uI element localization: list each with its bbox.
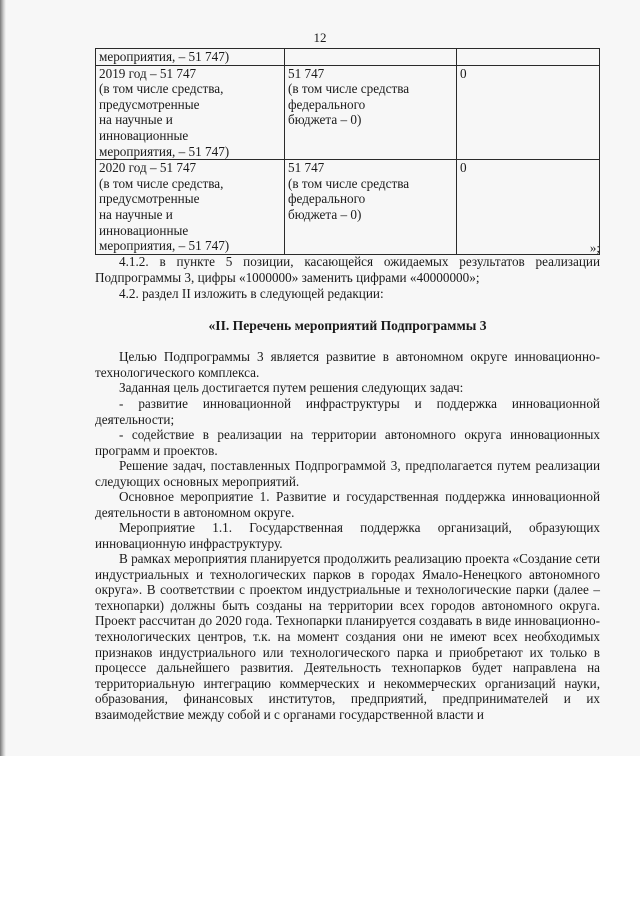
table-row (96, 160, 600, 255)
paragraph: - содействие в реализации на территории автономного округа инновационных программ и проектов. (95, 427, 600, 458)
cell-line: на научные и (99, 112, 173, 128)
cell-line: предусмотренные (99, 96, 200, 112)
cell-line: (в том числе средства (288, 175, 410, 191)
cell-line: 2020 год – 51 747 (99, 160, 197, 176)
cell-line: (в том числе средства, (99, 175, 224, 191)
cell-line: предусмотренные (99, 191, 200, 207)
cell-line: (в том числе средства (288, 81, 410, 97)
cell-line: инновационные (99, 127, 189, 143)
cell-line: мероприятия, – 51 747) (99, 238, 230, 254)
page-number: 12 (313, 30, 327, 45)
scan-edge-shadow (0, 0, 6, 756)
cell-line: 51 747 (288, 65, 325, 81)
paragraph: 4.2. раздел II изложить в следующей редакции: (119, 286, 384, 301)
funding-table (95, 48, 600, 255)
cell-line: федерального (288, 191, 366, 207)
table-cell (285, 49, 457, 66)
table-row (96, 49, 600, 66)
paragraph: Основное мероприятие 1. Развитие и государственная поддержка инновационной деятельности в автономном округе. (95, 489, 600, 520)
cell-line: инновационные (99, 222, 189, 238)
paragraph: В рамках мероприятия планируется продолжить реализацию проекта «Создание сети индустриальных и технологических парков в городах Ямало-Ненецкого автономного округа». В соответствии с проектом индустриальные и технологические парки (далее – технопарки) должны быть созданы на территории всех городов автономного округа. Проект рассчитан до 2020 года. Технопарки планируется создавать в виде инновационно-технологических центров, т.к. на момент создания они не имеют всех необходимых признаков индустриального или технологического парка и приобретают их только в процессе дальнейшего развития. Деятельность технопарков будет направлена на территориальную интеграцию коммерческих и некоммерческих организаций науки, образования, финансовых институтов, предприятий, предпринимателей и их взаимодействие между собой и с органами государственной власти и (95, 551, 601, 722)
table-row (96, 65, 600, 160)
table-cell (96, 49, 285, 66)
paragraph: 4.1.2. в пункте 5 позиции, касающейся ожидаемых результатов реализации Подпрограммы 3, цифры «1000000» заменить цифрами «40000000»; (95, 254, 600, 285)
table-cell (96, 65, 285, 160)
table-cell (285, 160, 457, 255)
table-cell (457, 49, 600, 66)
cell-line: бюджета – 0) (288, 112, 362, 128)
cell-line: федерального (288, 96, 366, 112)
cell-line: 51 747 (288, 160, 325, 176)
table-cell (96, 160, 285, 255)
cell-line: 0 (460, 65, 467, 81)
paragraph: - развитие инновационной инфраструктуры и поддержка инновационной деятельности; (95, 396, 600, 427)
cell-line: мероприятия, – 51 747) (99, 143, 230, 159)
table-cell (285, 65, 457, 160)
paragraph: Целью Подпрограммы 3 является развитие в автономном округе инновационно-технологического комплекса. (95, 349, 600, 380)
cell-line: (в том числе средства, (99, 81, 224, 97)
cell-line: мероприятия, – 51 747) (99, 49, 230, 64)
cell-line: на научные и (99, 206, 173, 222)
paragraph: Мероприятие 1.1. Государственная поддержка организаций, образующих инновационную инфраструктуру. (95, 520, 600, 551)
section-heading: «II. Перечень мероприятий Подпрограммы 3 (208, 318, 487, 333)
cell-line: 0 (460, 160, 467, 176)
table-cell (457, 65, 600, 160)
table-cell (457, 160, 600, 255)
cell-line: 2019 год – 51 747 (99, 65, 197, 81)
table-closing-mark: »; (589, 240, 600, 255)
paragraph: Решение задач, поставленных Подпрограммой 3, предполагается путем реализации следующих основных мероприятий. (95, 458, 600, 489)
cell-line: бюджета – 0) (288, 206, 362, 222)
paragraph: Заданная цель достигается путем решения следующих задач: (119, 380, 464, 395)
